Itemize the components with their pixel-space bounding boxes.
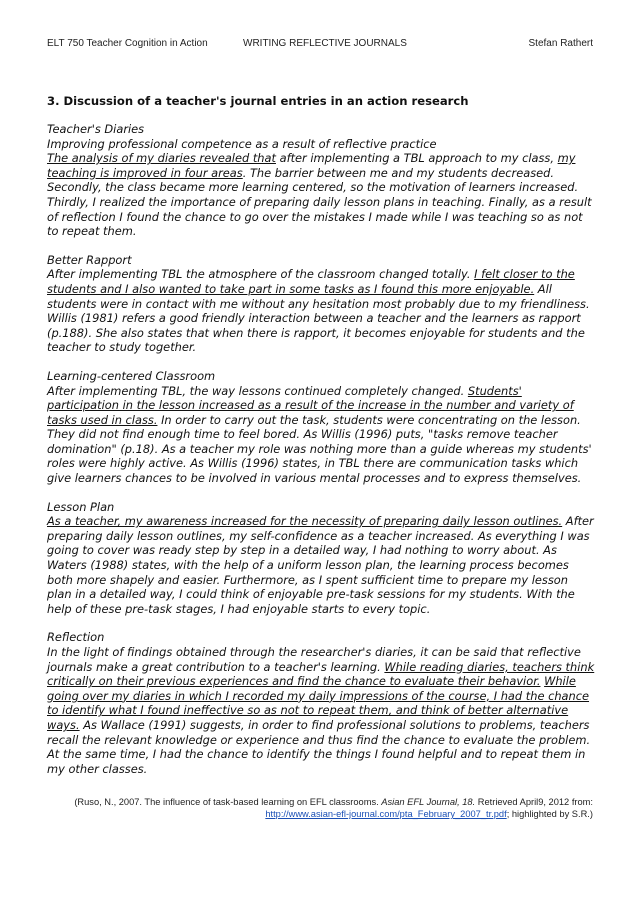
- citation-line-1: [47, 796, 593, 808]
- citation-journal: Asian EFL Journal, 18.: [381, 797, 476, 807]
- highlighted-text: While reading diaries, teachers think critically on their previous experiences and find the chance to evaluate their behavior.: [47, 659, 595, 689]
- page-header: [47, 38, 593, 54]
- section-reflection: [47, 630, 595, 776]
- header-course: ELT 750 Teacher Cognition in Action: [47, 38, 208, 49]
- paragraph: [47, 151, 595, 239]
- section-heading: Teacher's Diaries: [47, 122, 145, 136]
- section-subheading: Improving professional competence as a result of reflective practice: [47, 136, 437, 151]
- citation-text: Retrieved April9, 2012 from:: [475, 797, 593, 807]
- section-title: 3. Discussion of a teacher's journal entries in an action research: [47, 94, 469, 108]
- highlighted-text: As a teacher, my awareness increased for the necessity of preparing daily lesson outlines.: [47, 514, 563, 529]
- header-author: Stefan Rathert: [528, 38, 593, 49]
- paragraph: [47, 514, 595, 616]
- section-heading: Learning-centered Classroom: [47, 368, 216, 383]
- paragraph-text: . The barrier between me and my students decreased. Secondly, the class became more learning centered, so the motivation of learners increased. Thirdly, I realized the importance of preparing daily lesson plans in teaching. Finally, as a result of reflection I found the chance to go over the mistakes I made while I was teaching so as not to repeat them.: [47, 165, 592, 239]
- section-heading: Better Rapport: [47, 252, 132, 267]
- paragraph-text: In the light of findings obtained through the researcher's diaries, it can be said that reflective journals make a great contribution to a teacher's learning.: [47, 645, 581, 674]
- citation-text: ; highlighted by S.R.): [506, 809, 593, 819]
- highlighted-text: my teaching is improved in four areas: [47, 151, 576, 180]
- paragraph: [47, 645, 595, 776]
- paragraph-text: After implementing TBL, the way lessons continued completely changed.: [47, 383, 468, 398]
- citation-link[interactable]: http://www.asian-efl-journal.com/pta_February_2007_tr.pdf: [265, 809, 507, 819]
- section-learning-centered: [47, 369, 595, 486]
- highlighted-text: While going over my diaries in which I recorded my daily impressions of the course, I had the chance to identify what I found ineffective so as not to repeat them, and think of better alternative ways.: [47, 674, 590, 732]
- paragraph-text: All students were in contact with me without any hesitation most probably due to my friendliness. Willis (1981) refers a good friendly interaction between a teacher and the learners as rapport (p.188). She also states that when there is rapport, it becomes enjoyable for students and the teacher to study together.: [47, 281, 590, 355]
- citation-text: (Ruso, N., 2007. The influence of task-based learning on EFL classrooms.: [74, 797, 382, 807]
- section-heading: Lesson Plan: [47, 499, 115, 514]
- citation-line-2: [47, 808, 593, 820]
- citation: [47, 796, 593, 820]
- paragraph: [47, 267, 595, 355]
- section-better-rapport: [47, 253, 595, 355]
- paragraph-text: after implementing a TBL approach to my class,: [275, 151, 558, 166]
- highlighted-text: I felt closer to the students and I also wanted to take part in some tasks as I found this more enjoyable.: [47, 267, 575, 296]
- section-lesson-plan: [47, 500, 595, 617]
- paragraph-text: After implementing TBL the atmosphere of the classroom changed totally.: [47, 267, 475, 282]
- header-topic: WRITING REFLECTIVE JOURNALS: [243, 38, 407, 49]
- document-body: [47, 122, 595, 790]
- paragraph: [47, 384, 595, 486]
- section-teachers-diaries: [47, 122, 595, 239]
- paragraph-text: After preparing daily lesson outlines, my self-confidence as a teacher increased. As everything I was going to cover was ready step by step in a detailed way, I had nothing to worry about. As Waters (1988) states, with the help of a uniform lesson plan, the learning process becomes both more shapely and easier. Furthermore, as I spent sufficient time to prepare my lesson plan in a detailed way, I could think of enjoyable pre-task sessions for my students. With the help of these pre-task stages, I had enjoyable starts to every topic.: [47, 514, 594, 616]
- section-heading: Reflection: [47, 630, 105, 645]
- paragraph-text: In order to carry out the task, students were concentrating on the lesson. They did not find enough time to feel bored. As Willis (1996) puts, "tasks remove teacher domination" (p.18). As a teacher my role was nothing more than a guide whereas my students' roles were highly active. As Willis (1996) states, in TBL there are communication tasks which give learners chances to be involved in various mental processes and to express themselves.: [47, 412, 592, 486]
- highlighted-text: The analysis of my diaries revealed that: [47, 151, 276, 166]
- highlighted-text: Students' participation in the lesson increased as a result of the increase in the number and variety of tasks used in class.: [47, 383, 574, 427]
- paragraph-text: As Wallace (1991) suggests, in order to find professional solutions to problems, teachers recall the relevant knowledge or experience and thus find the chance to evaluate the problem. At the same time, I had the chance to identify the things I found helpful and to repeat them in my other classes.: [47, 717, 591, 776]
